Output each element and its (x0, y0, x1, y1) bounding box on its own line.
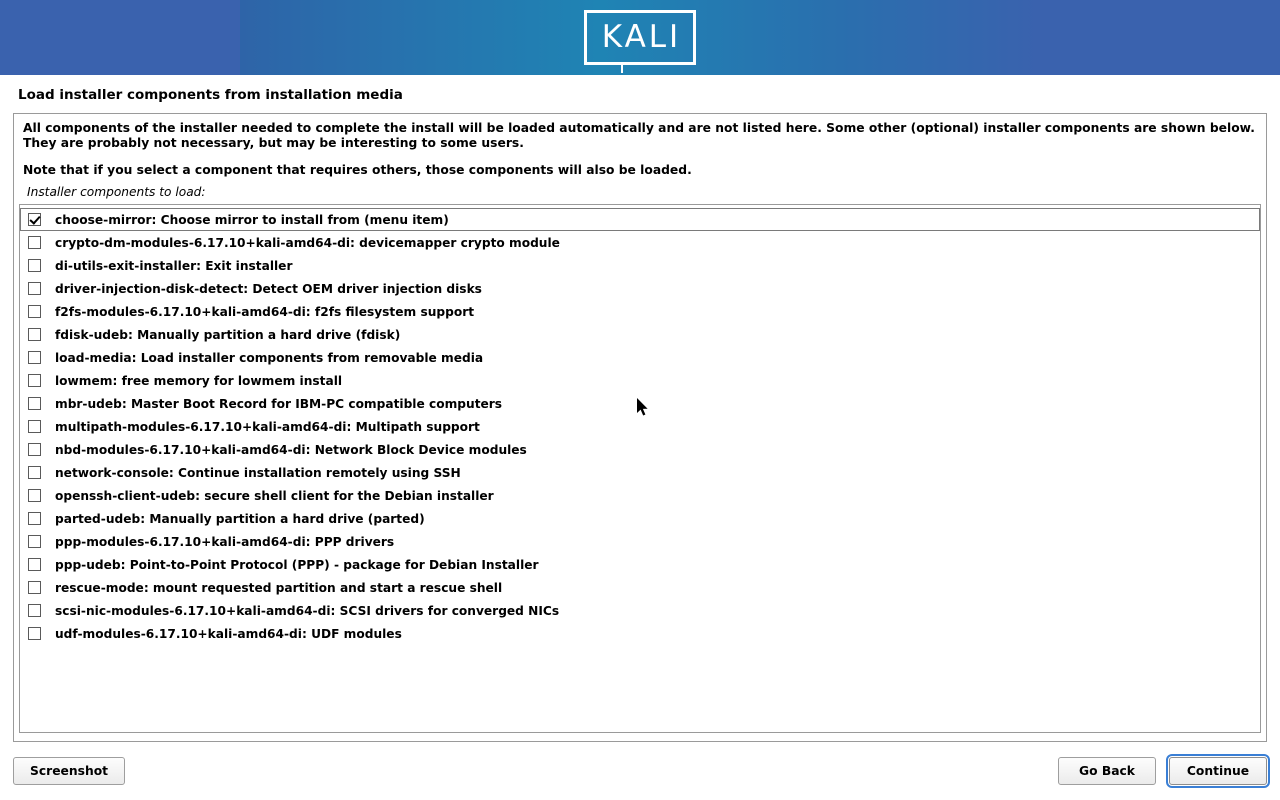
component-row[interactable] (20, 277, 1260, 300)
intro-paragraph-1: All components of the installer needed to complete the install will be loaded automatically and are not listed here. Some other (optional) installer components are shown below. They are probably not necessary, but may be interesting to some users. (23, 121, 1255, 151)
component-label: lowmem: free memory for lowmem install (55, 373, 343, 388)
component-label: f2fs-modules-6.17.10+kali-amd64-di: f2fs filesystem support (55, 304, 475, 319)
component-label: openssh-client-udeb: secure shell client for the Debian installer (55, 488, 494, 503)
component-checkbox[interactable] (28, 627, 41, 640)
kali-logo (584, 10, 696, 65)
go-back-button[interactable]: Go Back (1058, 757, 1156, 785)
component-label: driver-injection-disk-detect: Detect OEM driver injection disks (55, 281, 482, 296)
component-row[interactable] (20, 530, 1260, 553)
components-list[interactable] (19, 204, 1261, 733)
component-label: network-console: Continue installation remotely using SSH (55, 465, 461, 480)
component-row[interactable] (20, 415, 1260, 438)
components-list-label: Installer components to load: (27, 185, 206, 200)
footer-right-buttons (1058, 757, 1267, 785)
component-label: crypto-dm-modules-6.17.10+kali-amd64-di: devicemapper crypto module (55, 235, 560, 250)
component-checkbox[interactable] (28, 374, 41, 387)
component-label: choose-mirror: Choose mirror to install from (menu item) (55, 212, 449, 227)
component-label: multipath-modules-6.17.10+kali-amd64-di: Multipath support (55, 419, 480, 434)
component-label: rescue-mode: mount requested partition and start a rescue shell (55, 580, 503, 595)
component-label: parted-udeb: Manually partition a hard drive (parted) (55, 511, 425, 526)
component-checkbox[interactable] (28, 604, 41, 617)
page-title: Load installer components from installation media (18, 87, 403, 103)
continue-button[interactable]: Continue (1169, 757, 1267, 785)
component-checkbox[interactable] (28, 466, 41, 479)
component-checkbox[interactable] (28, 535, 41, 548)
component-checkbox[interactable] (28, 489, 41, 502)
intro-paragraph-2: Note that if you select a component that requires others, those components will also be loaded. (23, 162, 692, 177)
kali-logo-tail (621, 64, 623, 73)
component-checkbox[interactable] (28, 328, 41, 341)
component-row[interactable] (20, 346, 1260, 369)
component-checkbox[interactable] (28, 236, 41, 249)
component-row[interactable] (20, 576, 1260, 599)
component-checkbox[interactable] (28, 558, 41, 571)
component-label: load-media: Load installer components from removable media (55, 350, 484, 365)
kali-logo-text: KALI (601, 19, 682, 55)
component-checkbox[interactable] (28, 351, 41, 364)
component-label: mbr-udeb: Master Boot Record for IBM-PC compatible computers (55, 396, 503, 411)
main-panel (13, 113, 1267, 742)
component-checkbox[interactable] (28, 213, 41, 226)
component-checkbox[interactable] (28, 282, 41, 295)
component-label: di-utils-exit-installer: Exit installer (55, 258, 293, 273)
component-row[interactable] (20, 507, 1260, 530)
component-row[interactable] (20, 484, 1260, 507)
component-checkbox[interactable] (28, 443, 41, 456)
intro-text (19, 121, 1261, 178)
component-row[interactable] (20, 208, 1260, 231)
component-checkbox[interactable] (28, 305, 41, 318)
component-label: nbd-modules-6.17.10+kali-amd64-di: Network Block Device modules (55, 442, 527, 457)
component-label: scsi-nic-modules-6.17.10+kali-amd64-di: SCSI drivers for converged NICs (55, 603, 560, 618)
footer-bar (0, 742, 1280, 800)
component-label: ppp-udeb: Point-to-Point Protocol (PPP) - package for Debian Installer (55, 557, 539, 572)
kali-banner (0, 0, 1280, 75)
component-row[interactable] (20, 369, 1260, 392)
component-label: udf-modules-6.17.10+kali-amd64-di: UDF modules (55, 626, 402, 641)
component-row[interactable] (20, 461, 1260, 484)
component-row[interactable] (20, 323, 1260, 346)
component-checkbox[interactable] (28, 420, 41, 433)
component-row[interactable] (20, 254, 1260, 277)
component-row[interactable] (20, 553, 1260, 576)
component-label: fdisk-udeb: Manually partition a hard drive (fdisk) (55, 327, 401, 342)
component-row[interactable] (20, 231, 1260, 254)
screenshot-button[interactable]: Screenshot (13, 757, 125, 785)
component-row[interactable] (20, 300, 1260, 323)
component-checkbox[interactable] (28, 581, 41, 594)
component-row[interactable] (20, 622, 1260, 645)
component-checkbox[interactable] (28, 512, 41, 525)
component-row[interactable] (20, 438, 1260, 461)
component-checkbox[interactable] (28, 397, 41, 410)
component-checkbox[interactable] (28, 259, 41, 272)
component-row[interactable] (20, 599, 1260, 622)
component-label: ppp-modules-6.17.10+kali-amd64-di: PPP drivers (55, 534, 395, 549)
component-row[interactable] (20, 392, 1260, 415)
